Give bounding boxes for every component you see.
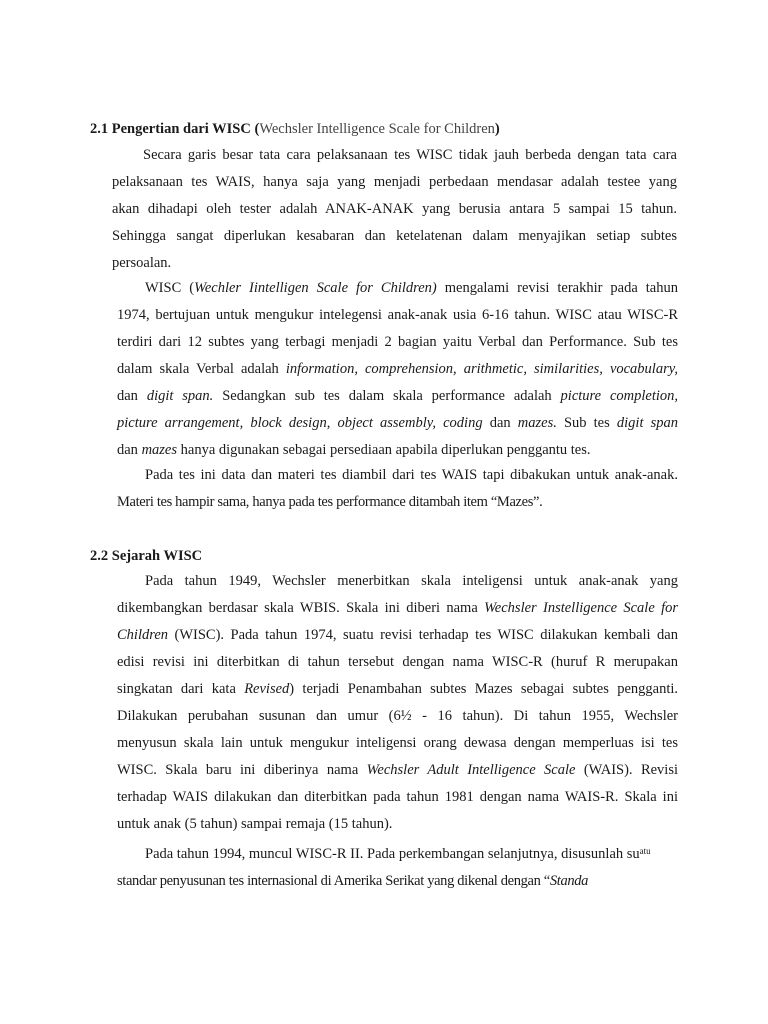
paragraph-line: dan digit span. Sedangkan sub tes dalam skala performance adalah picture completion, [117,388,679,404]
paragraph-line: Sehingga sangat diperlukan kesabaran dan ketelatenan dalam menyajikan setiap subtes [112,228,677,244]
paragraph-line: singkatan dari kata Revised) terjadi Penambahan subtes Mazes sebagai subtes pengganti. [117,681,678,697]
paragraph-5 [117,838,678,895]
section-heading-2-1 [90,121,500,138]
paragraph-line: Pada tahun 1994, muncul WISC-R II. Pada perkembangan selanjutnya, disusunlah $su^{atu}$ [145,846,651,862]
paragraph-line: picture arrangement, block design, object assembly, coding dan mazes. Sub tes digit span [117,415,678,431]
heading-subtitle: Wechsler Intelligence Scale for Children [259,121,495,137]
paragraph-line: Dilakukan perubahan susunan dan umur (6½ - 16 tahun). Di tahun 1955, Wechsler [117,708,678,724]
paragraph-line: WISC. Skala baru ini diberinya nama Wechsler Adult Intelligence Scale (WAIS). Revisi [117,762,678,778]
section-heading-2-2 [90,548,202,565]
paragraph-line: WISC (Wechler Iintelligen Scale for Children) mengalami revisi terakhir pada tahun [145,280,678,296]
paragraph-line: terdiri dari 12 subtes yang terbagi menjadi 2 bagian yaitu Verbal dan Performance. Sub tes [117,334,678,350]
paragraph-line: Children (WISC). Pada tahun 1974, suatu revisi terhadap tes WISC dilakukan kembali dan [117,627,678,643]
paragraph-line: dan mazes hanya digunakan sebagai persediaan apabila diperlukan penggantu tes. [117,442,591,458]
heading-open-paren: ( [254,121,260,137]
paragraph-line: Materi tes hampir sama, hanya pada tes performance ditambah item “Mazes”. [117,494,543,510]
paragraph-3 [117,462,678,516]
paragraph-line: edisi revisi ini diterbitkan di tahun tersebut dengan nama WISC-R (huruf R merupakan [117,654,678,670]
paragraph-line: dalam skala Verbal adalah information, comprehension, arithmetic, similarities, vocabulary, [117,361,678,377]
paragraph-line: Pada tes ini data dan materi tes diambil dari tes WAIS tapi dibakukan untuk anak-anak. [145,467,678,483]
paragraph-line: dikembangkan berdasar skala WBIS. Skala ini diberi nama Wechsler Instelligence Scale for [117,600,678,616]
paragraph-line: Pada tahun 1949, Wechsler menerbitkan skala inteligensi untuk anak-anak yang [145,573,678,589]
paragraph-line: 1974, bertujuan untuk mengukur intelegensi anak-anak usia 6-16 tahun. WISC atau WISC-R [117,307,678,323]
paragraph-1 [112,142,677,277]
heading-text: 2.1 Pengertian dari WISC [90,121,255,137]
paragraph-line: Secara garis besar tata cara pelaksanaan tes WISC tidak jauh berbeda dengan tata cara [143,147,677,163]
paragraph-4 [117,568,678,838]
paragraph-2 [117,275,678,464]
paragraph-line: persoalan. [112,255,172,271]
paragraph-line: akan dihadapi oleh tester adalah ANAK-ANAK yang berusia antara 5 sampai 15 tahun. [112,201,677,217]
paragraph-line: menyusun skala lain untuk mengukur inteligensi orang dewasa dengan memperluas isi tes [117,735,678,751]
paragraph-line: standar penyusunan tes internasional di Amerika Serikat yang dikenal dengan “Standa [117,873,589,889]
paragraph-line: untuk anak (5 tahun) sampai remaja (15 tahun). [117,816,393,832]
heading-text: 2.2 Sejarah WISC [90,548,203,564]
paragraph-line: terhadap WAIS dilakukan dan diterbitkan pada tahun 1981 dengan nama WAIS-R. Skala ini [117,789,678,805]
heading-close-paren: ) [494,121,500,137]
paragraph-line: pelaksanaan tes WAIS, hanya saja yang menjadi perbedaan mendasar adalah testee yang [112,174,677,190]
